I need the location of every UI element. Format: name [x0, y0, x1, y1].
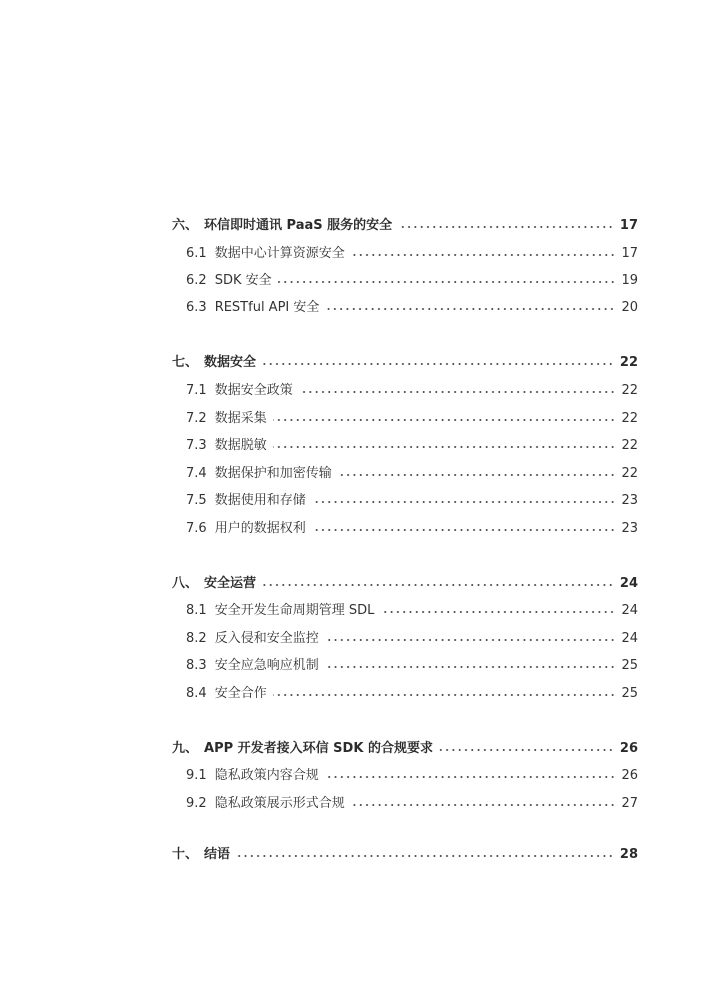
toc-item-8-3[interactable] [186, 656, 638, 676]
toc-chapter-number: 八、 [172, 576, 199, 591]
toc-item-number: 9.2 [186, 796, 207, 811]
toc-page-number: 24 [619, 576, 638, 591]
toc-item-number: 6.1 [186, 246, 207, 261]
dot-leader [262, 363, 614, 365]
toc-chapter-title: 安全运营 [204, 576, 257, 591]
toc-item-number: 7.5 [186, 493, 207, 508]
toc-page-number: 22 [621, 438, 638, 453]
toc-chapter-7[interactable] [172, 353, 638, 373]
toc-item-title: 数据采集 [214, 411, 267, 426]
dot-leader [236, 855, 614, 857]
toc-page-number: 28 [619, 847, 638, 862]
dot-leader [325, 308, 615, 310]
toc-chapter-title: APP 开发者接入环信 SDK 的合规要求 [204, 741, 433, 756]
toc-item-title: 隐私政策展示形式合规 [214, 796, 345, 811]
toc-chapter-10[interactable] [172, 845, 638, 865]
toc-chapter-9[interactable] [172, 739, 638, 759]
toc-item-label [186, 656, 319, 676]
toc-item-6-2[interactable] [186, 271, 638, 291]
toc-item-number: 7.1 [186, 383, 207, 398]
toc-item-title: 数据使用和存储 [214, 493, 306, 508]
toc-page-number: 19 [621, 273, 638, 288]
toc-item-label [186, 409, 267, 429]
toc-item-title: 安全开发生命周期管理 SDL [214, 603, 375, 618]
toc-item-number: 8.4 [186, 686, 207, 701]
toc-page-number: 22 [621, 466, 638, 481]
toc-item-title: 数据脱敏 [214, 438, 267, 453]
toc-page-number: 22 [621, 411, 638, 426]
toc-chapter-label [172, 574, 256, 594]
dot-leader [273, 446, 616, 448]
dot-leader [325, 639, 616, 641]
dot-leader [278, 281, 616, 283]
toc-item-label [186, 436, 267, 456]
toc-chapter-title: 环信即时通讯 PaaS 服务的安全 [204, 218, 393, 233]
toc-item-7-3[interactable] [186, 436, 638, 456]
toc-item-number: 8.1 [186, 603, 207, 618]
toc-chapter-title: 结语 [204, 847, 231, 862]
toc-chapter-number: 七、 [172, 355, 199, 370]
toc-item-label [186, 519, 306, 539]
dot-leader [312, 529, 616, 531]
toc-item-label [186, 684, 267, 704]
toc-item-number: 7.6 [186, 521, 207, 536]
toc-item-label [186, 271, 272, 291]
toc-chapter-8[interactable] [172, 574, 638, 594]
toc-item-number: 6.2 [186, 273, 207, 288]
toc-page-number: 17 [619, 218, 638, 233]
toc-item-title: 用户的数据权利 [214, 521, 306, 536]
toc-page-number: 17 [621, 246, 638, 261]
dot-leader [262, 584, 614, 586]
toc-item-9-2[interactable] [186, 794, 638, 814]
toc-item-title: 反入侵和安全监控 [214, 631, 319, 646]
toc-item-label [186, 464, 332, 484]
dot-leader [273, 694, 616, 696]
toc-item-6-3[interactable] [186, 298, 638, 318]
toc-item-label [186, 794, 345, 814]
toc-item-title: 隐私政策内容合规 [214, 768, 319, 783]
toc-item-label [186, 491, 306, 511]
toc-item-title: 数据保护和加密传输 [214, 466, 332, 481]
toc-page-number: 26 [621, 768, 638, 783]
toc-page-number: 24 [621, 631, 638, 646]
toc-item-7-5[interactable] [186, 491, 638, 511]
toc-item-number: 8.3 [186, 658, 207, 673]
dot-leader [439, 749, 614, 751]
toc-item-8-1[interactable] [186, 601, 638, 621]
dot-leader [351, 254, 616, 256]
toc-chapter-number: 九、 [172, 741, 199, 756]
toc-chapter-label [172, 845, 230, 865]
toc-page-number: 22 [619, 355, 638, 370]
dot-leader [325, 666, 616, 668]
toc-item-label [186, 298, 319, 318]
toc-page-number: 23 [621, 493, 638, 508]
toc-chapter-label [172, 216, 392, 236]
toc-item-7-4[interactable] [186, 464, 638, 484]
toc-chapter-number: 十、 [172, 847, 199, 862]
toc-chapter-title: 数据安全 [204, 355, 257, 370]
toc-item-label [186, 381, 293, 401]
toc-item-6-1[interactable] [186, 244, 638, 264]
toc-item-label [186, 629, 319, 649]
toc-item-number: 8.2 [186, 631, 207, 646]
toc-page-number: 25 [621, 686, 638, 701]
toc-page-number: 27 [621, 796, 638, 811]
toc-item-number: 6.3 [186, 300, 207, 315]
toc-item-label [186, 601, 374, 621]
toc-item-label [186, 244, 345, 264]
dot-leader [351, 804, 616, 806]
toc-item-number: 7.2 [186, 411, 207, 426]
toc-page-number: 23 [621, 521, 638, 536]
dot-leader [338, 474, 616, 476]
dot-leader [325, 776, 616, 778]
toc-item-7-1[interactable] [186, 381, 638, 401]
toc-item-9-1[interactable] [186, 766, 638, 786]
toc-chapter-number: 六、 [172, 218, 199, 233]
toc-item-title: 安全合作 [214, 686, 267, 701]
toc-item-8-2[interactable] [186, 629, 638, 649]
toc-page-number: 24 [621, 603, 638, 618]
toc-item-label [186, 766, 319, 786]
toc-page-number: 26 [619, 741, 638, 756]
dot-leader [398, 226, 614, 228]
dot-leader [273, 419, 616, 421]
toc-item-7-6[interactable] [186, 519, 638, 539]
toc-item-number: 9.1 [186, 768, 207, 783]
dot-leader [380, 611, 615, 613]
toc-item-number: 7.4 [186, 466, 207, 481]
dot-leader [299, 391, 616, 393]
toc-item-7-2[interactable] [186, 409, 638, 429]
toc-item-title: SDK 安全 [214, 273, 272, 288]
toc-chapter-label [172, 739, 433, 759]
toc-item-title: 数据中心计算资源安全 [214, 246, 345, 261]
toc-page-number: 25 [621, 658, 638, 673]
toc-page-number: 22 [621, 383, 638, 398]
toc-item-title: RESTful API 安全 [214, 300, 320, 315]
toc-item-number: 7.3 [186, 438, 207, 453]
toc-item-8-4[interactable] [186, 684, 638, 704]
toc-item-title: 数据安全政策 [214, 383, 293, 398]
toc-page-number: 20 [621, 300, 638, 315]
toc-item-title: 安全应急响应机制 [214, 658, 319, 673]
toc-chapter-label [172, 353, 256, 373]
dot-leader [312, 501, 616, 503]
toc-chapter-6[interactable] [172, 216, 638, 236]
